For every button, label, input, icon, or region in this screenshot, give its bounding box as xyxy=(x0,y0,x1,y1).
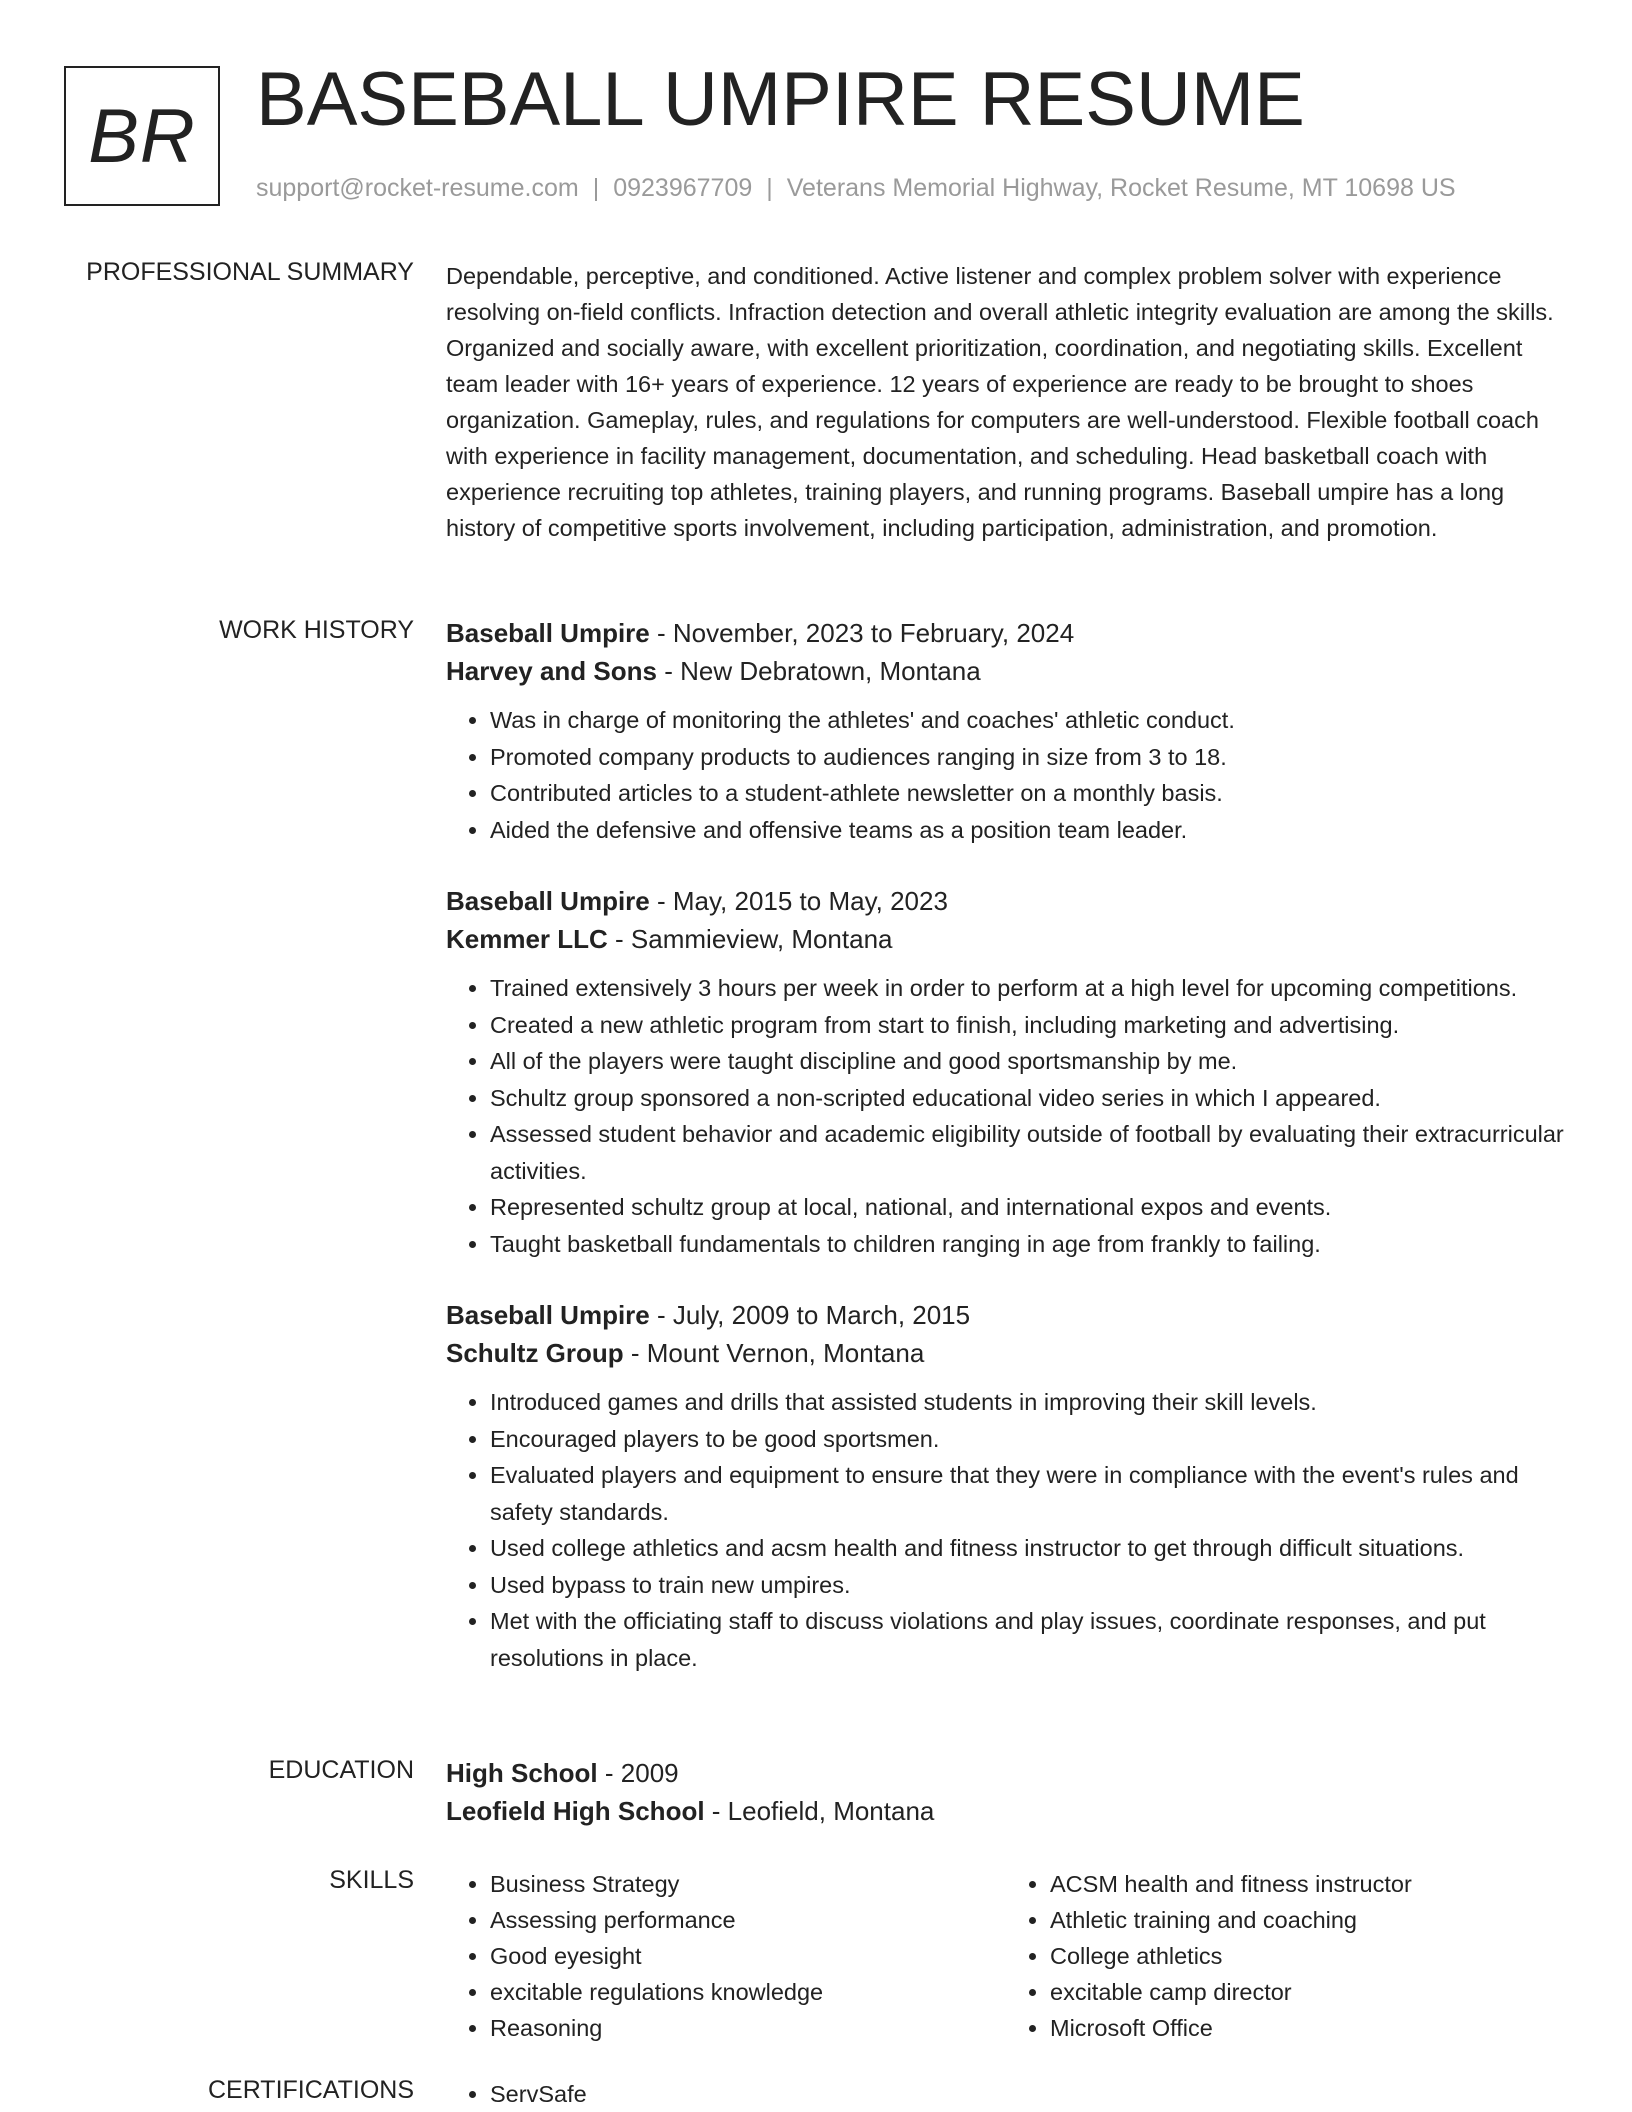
list-item: • Met with the officiating staff to discuss violations and play issues, coordinate responses, and put resolutions in place. xyxy=(490,1603,1566,1676)
list-item: • Athletic training and coaching xyxy=(1050,1902,1566,1938)
job-company: Kemmer LLC xyxy=(446,924,608,954)
work-history-body xyxy=(446,614,1566,1710)
job-title-line xyxy=(446,1296,1566,1334)
resume-title: BASEBALL UMPIRE RESUME xyxy=(256,57,1305,142)
education-school-line xyxy=(446,1792,1566,1830)
summary-text: Dependable, perceptive, and conditioned. Active listener and complex problem solver with experience resolving on-field conflicts. Infraction detection and overall athletic integrity evaluation are among the skills. Organized and socially aware, with excellent prioritization, coordination, and negotiating skills. Excellent team leader with 16+ years of experience. 12 years of experience are ready to be brought to shoes organization. Gameplay, rules, and regulations for computers are well-understood. Flexible football coach with experience in facility management, documentation, and scheduling. Head basketball coach with experience recruiting top athletes, training players, and running programs. Baseball umpire has a long history of competitive sports involvement, including participation, administration, and promotion. xyxy=(446,263,1554,541)
job-title-line xyxy=(446,614,1566,652)
list-item: • ACSM health and fitness instructor xyxy=(1050,1866,1566,1902)
job-location: - Mount Vernon, Montana xyxy=(623,1338,925,1368)
education-body xyxy=(446,1754,1566,1830)
list-item: • Evaluated players and equipment to ensure that they were in compliance with the event's rules and safety standards. xyxy=(490,1457,1566,1530)
job-entry xyxy=(446,1296,1566,1676)
list-item: • Was in charge of monitoring the athletes' and coaches' athletic conduct. xyxy=(490,702,1566,739)
job-bullets xyxy=(446,702,1566,848)
list-item: • Assessing performance xyxy=(490,1902,1006,1938)
contact-phone: 0923967709 xyxy=(613,174,753,202)
list-item: • All of the players were taught discipline and good sportsmanship by me. xyxy=(490,1043,1566,1080)
list-item: • Used bypass to train new umpires. xyxy=(490,1567,1566,1604)
education-location: - Leofield, Montana xyxy=(704,1796,935,1826)
list-item: • Created a new athletic program from start to finish, including marketing and advertising. xyxy=(490,1007,1566,1044)
job-bullets xyxy=(446,1384,1566,1676)
certifications-list xyxy=(446,2076,1566,2112)
job-dates: - July, 2009 to March, 2015 xyxy=(649,1300,971,1330)
list-item: • ServSafe xyxy=(490,2076,1566,2112)
list-item: • Assessed student behavior and academic eligibility outside of football by evaluating their extracurricular activities. xyxy=(490,1116,1566,1189)
summary-label: PROFESSIONAL SUMMARY xyxy=(86,258,414,286)
list-item: • Reasoning xyxy=(490,2010,1006,2046)
job-title: Baseball Umpire xyxy=(446,1300,650,1330)
education-school: Leofield High School xyxy=(446,1796,705,1826)
contact-separator: | xyxy=(766,174,773,202)
job-company: Harvey and Sons xyxy=(446,656,657,686)
list-item: • Represented schultz group at local, national, and international expos and events. xyxy=(490,1189,1566,1226)
job-company-line xyxy=(446,1334,1566,1372)
contact-line xyxy=(256,174,1456,203)
list-item: • Used college athletics and acsm health and fitness instructor to get through difficult situations. xyxy=(490,1530,1566,1567)
list-item: • Schultz group sponsored a non-scripted educational video series in which I appeared. xyxy=(490,1080,1566,1117)
contact-separator: | xyxy=(592,174,600,202)
summary-body xyxy=(446,258,1566,546)
list-item: • Aided the defensive and offensive teams as a position team leader. xyxy=(490,812,1566,849)
list-item: • excitable camp director xyxy=(1050,1974,1566,2010)
job-company-line xyxy=(446,920,1566,958)
list-item: • Microsoft Office xyxy=(1050,2010,1566,2046)
skills-list-right xyxy=(1006,1866,1566,2046)
list-item: • excitable regulations knowledge xyxy=(490,1974,1006,2010)
education-degree: High School xyxy=(446,1758,598,1788)
contact-email: support@rocket-resume.com xyxy=(256,174,579,202)
job-location: - Sammieview, Montana xyxy=(607,924,893,954)
job-title: Baseball Umpire xyxy=(446,618,650,648)
job-location: - New Debratown, Montana xyxy=(656,656,981,686)
job-entry xyxy=(446,614,1566,848)
education-degree-line xyxy=(446,1754,1566,1792)
skills-body xyxy=(446,1866,1566,2046)
skills-list-left xyxy=(446,1866,1006,2046)
job-company-line xyxy=(446,652,1566,690)
list-item: • Contributed articles to a student-athlete newsletter on a monthly basis. xyxy=(490,775,1566,812)
job-title-line xyxy=(446,882,1566,920)
list-item: • Promoted company products to audiences ranging in size from 3 to 18. xyxy=(490,739,1566,776)
work-history-label: WORK HISTORY xyxy=(219,616,414,644)
job-entry xyxy=(446,882,1566,1262)
contact-address: Veterans Memorial Highway, Rocket Resume, MT 10698 US xyxy=(786,174,1456,202)
list-item: • Business Strategy xyxy=(490,1866,1006,1902)
list-item: • Taught basketball fundamentals to children ranging in age from frankly to failing. xyxy=(490,1226,1566,1263)
skills-label: SKILLS xyxy=(329,1866,414,1894)
skills-columns xyxy=(446,1866,1566,2046)
education-year: - 2009 xyxy=(597,1758,679,1788)
monogram-logo xyxy=(64,66,220,206)
job-bullets xyxy=(446,970,1566,1262)
list-item: • Encouraged players to be good sportsmen. xyxy=(490,1421,1566,1458)
certifications-label: CERTIFICATIONS xyxy=(207,2076,414,2104)
job-dates: - May, 2015 to May, 2023 xyxy=(649,886,948,916)
list-item: • College athletics xyxy=(1050,1938,1566,1974)
list-item: • Good eyesight xyxy=(490,1938,1006,1974)
education-label: EDUCATION xyxy=(268,1756,414,1784)
certifications-body xyxy=(446,2076,1566,2112)
job-title: Baseball Umpire xyxy=(446,886,650,916)
job-company: Schultz Group xyxy=(446,1338,624,1368)
list-item: • Trained extensively 3 hours per week in order to perform at a high level for upcoming competitions. xyxy=(490,970,1566,1007)
list-item: • Introduced games and drills that assisted students in improving their skill levels. xyxy=(490,1384,1566,1421)
job-dates: - November, 2023 to February, 2024 xyxy=(649,618,1075,648)
monogram-initials: BR xyxy=(88,93,196,179)
